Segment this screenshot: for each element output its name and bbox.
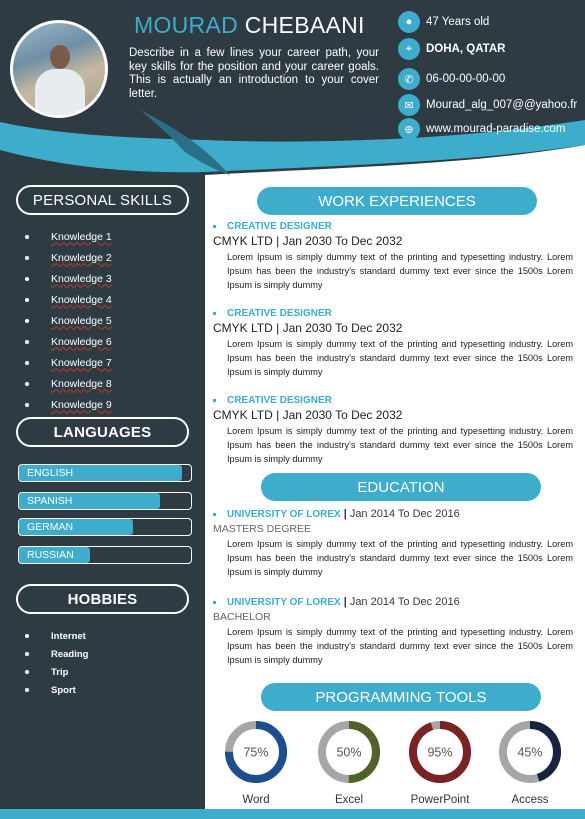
skill-label: Knowledge 9 (51, 398, 112, 411)
language-name: SPANISH (27, 495, 73, 507)
skill-label: Knowledge 4 (51, 293, 112, 306)
job-title (213, 306, 573, 320)
school-dates: Jan 2014 To Dec 2016 (349, 508, 460, 520)
skill-label: Knowledge 6 (51, 335, 112, 348)
list-item (25, 352, 112, 373)
tool-name: Word (242, 794, 270, 806)
location-pin-icon: ⌖ (398, 38, 420, 60)
bullet-icon (25, 235, 29, 239)
work-entry (213, 219, 573, 292)
separator: | (343, 596, 347, 608)
job-title-text: CREATIVE DESIGNER (227, 220, 332, 232)
bullet-icon (25, 256, 29, 260)
degree: MASTERS DEGREE (213, 523, 312, 535)
progress-ring (222, 718, 290, 786)
job-company-dates: CMYK LTD | Jan 2030 To Dec 2032 (213, 408, 403, 422)
ring-percent-label: 75% (243, 745, 269, 760)
bullet-icon (213, 601, 216, 604)
job-title-text: CREATIVE DESIGNER (227, 307, 332, 319)
list-item (25, 373, 112, 394)
bullet-icon (25, 652, 29, 656)
languages-heading: LANGUAGES (16, 417, 189, 447)
job-description: Lorem Ipsum is simply dummy text of the printing and typesetting industry. Lorem Ipsum has been the industry's standard dummy text ever since the 1500s Lorem Ipsum is simply dummy (227, 252, 573, 290)
programming-tools-heading: PROGRAMMING TOOLS (261, 683, 541, 711)
list-item (25, 226, 112, 247)
list-item (25, 310, 112, 331)
skill-label: Knowledge 5 (51, 314, 112, 327)
globe-icon: ⊕ (398, 118, 420, 140)
first-name: MOURAD (134, 12, 239, 38)
list-item (25, 247, 112, 268)
list-item (25, 681, 88, 699)
tool-word (222, 718, 290, 806)
bullet-icon (25, 634, 29, 638)
hobbies-heading: HOBBIES (16, 584, 189, 614)
work-experiences-heading: WORK EXPERIENCES (257, 187, 537, 215)
job-description: Lorem Ipsum is simply dummy text of the printing and typesetting industry. Lorem Ipsum has been the industry's standard dummy text ever since the 1500s Lorem Ipsum is simply dummy (227, 339, 573, 377)
tool-powerpoint (406, 718, 474, 806)
profile-photo (10, 20, 108, 118)
list-item (25, 331, 112, 352)
hobby-label: Trip (51, 666, 69, 678)
job-company-dates: CMYK LTD | Jan 2030 To Dec 2032 (213, 234, 403, 248)
last-name: CHEBAANI (244, 12, 365, 38)
person-icon: ● (398, 11, 420, 33)
language-bar-spanish (18, 492, 192, 510)
list-item (25, 627, 88, 645)
bullet-icon (213, 312, 216, 315)
bullet-icon (25, 340, 29, 344)
job-description: Lorem Ipsum is simply dummy text of the printing and typesetting industry. Lorem Ipsum has been the industry's standard dummy text ever since the 1500s Lorem Ipsum is simply dummy (227, 426, 573, 464)
contact-phone (398, 68, 505, 90)
contact-age-text: 47 Years old (426, 16, 490, 28)
bullet-icon (25, 382, 29, 386)
intro-text: Describe in a few lines your career path, your key skills for the position and your career goals. This is actually an introduction to your cover letter. (129, 47, 379, 100)
work-entry (213, 393, 573, 466)
hobbies-list (25, 627, 88, 699)
photo-shirt-shape (35, 69, 85, 118)
education-heading: EDUCATION (261, 473, 541, 501)
list-item (25, 268, 112, 289)
bullet-icon (213, 225, 216, 228)
contact-email[interactable] (398, 94, 577, 116)
bullet-icon (25, 361, 29, 365)
bullet-icon (25, 277, 29, 281)
tool-excel (315, 718, 383, 806)
personal-skills-heading: PERSONAL SKILLS (16, 185, 189, 215)
contact-phone-text: 06-00-00-00-00 (426, 73, 506, 85)
list-item (25, 289, 112, 310)
tool-name: PowerPoint (410, 794, 470, 806)
job-title (213, 393, 573, 407)
skill-label: Knowledge 8 (51, 377, 112, 390)
hobby-label: Sport (51, 684, 76, 696)
list-item (25, 663, 88, 681)
skill-label: Knowledge 1 (51, 230, 112, 243)
progress-ring (496, 718, 564, 786)
work-entry (213, 306, 573, 379)
tool-name: Excel (334, 794, 364, 806)
education-entry (213, 595, 573, 667)
language-bar-german (18, 518, 192, 536)
skills-list (25, 226, 112, 415)
phone-icon: ✆ (398, 68, 420, 90)
education-description: Lorem Ipsum is simply dummy text of the printing and typesetting industry. Lorem Ipsum has been the industry's standard dummy text ever since the 1500s Lorem Ipsum is simply dummy (227, 627, 573, 665)
list-item (25, 645, 88, 663)
school-name: UNIVERSITY OF LOREX (227, 508, 341, 520)
contact-location (398, 38, 505, 60)
bullet-icon (213, 513, 216, 516)
list-item (25, 394, 112, 415)
school-dates: Jan 2014 To Dec 2016 (349, 596, 460, 608)
school-name: UNIVERSITY OF LOREX (227, 596, 341, 608)
progress-ring (315, 718, 383, 786)
contact-website-text[interactable]: www.mourad-paradise.com (426, 123, 566, 135)
hobby-label: Internet (51, 630, 86, 642)
language-name: RUSSIAN (27, 549, 74, 561)
language-name: ENGLISH (27, 467, 74, 479)
skill-label: Knowledge 3 (51, 272, 112, 285)
full-name (134, 12, 365, 39)
contact-website[interactable] (398, 118, 565, 140)
footer-band (0, 809, 585, 819)
bullet-icon (25, 403, 29, 407)
job-title-text: CREATIVE DESIGNER (227, 394, 332, 406)
progress-ring (406, 718, 474, 786)
tool-access (496, 718, 564, 806)
language-bar-russian (18, 546, 192, 564)
bullet-icon (25, 670, 29, 674)
tool-name: Access (511, 794, 549, 806)
language-name: GERMAN (27, 521, 74, 533)
job-title (213, 219, 573, 233)
school-line (213, 507, 573, 521)
language-bar-english (18, 464, 192, 482)
bullet-icon (25, 688, 29, 692)
education-entry (213, 507, 573, 579)
email-icon: ✉ (398, 94, 420, 116)
bullet-icon (25, 319, 29, 323)
bullet-icon (25, 298, 29, 302)
contact-age (398, 11, 489, 33)
education-description: Lorem Ipsum is simply dummy text of the printing and typesetting industry. Lorem Ipsum has been the industry's standard dummy text ever since the 1500s Lorem Ipsum is simply dummy (227, 539, 573, 577)
skill-label: Knowledge 7 (51, 356, 112, 369)
skill-label: Knowledge 2 (51, 251, 112, 264)
photo-head-shape (50, 45, 70, 69)
hobby-label: Reading (51, 648, 89, 660)
contact-email-text[interactable]: Mourad_alg_007@@yahoo.fr (426, 99, 578, 111)
degree: BACHELOR (213, 611, 271, 623)
bullet-icon (213, 399, 216, 402)
ring-percent-label: 50% (336, 745, 362, 760)
ring-percent-label: 45% (517, 745, 543, 760)
separator: | (343, 508, 347, 520)
contact-location-text: DOHA, QATAR (426, 43, 506, 55)
ring-percent-label: 95% (427, 745, 453, 760)
school-line (213, 595, 573, 609)
job-company-dates: CMYK LTD | Jan 2030 To Dec 2032 (213, 321, 403, 335)
